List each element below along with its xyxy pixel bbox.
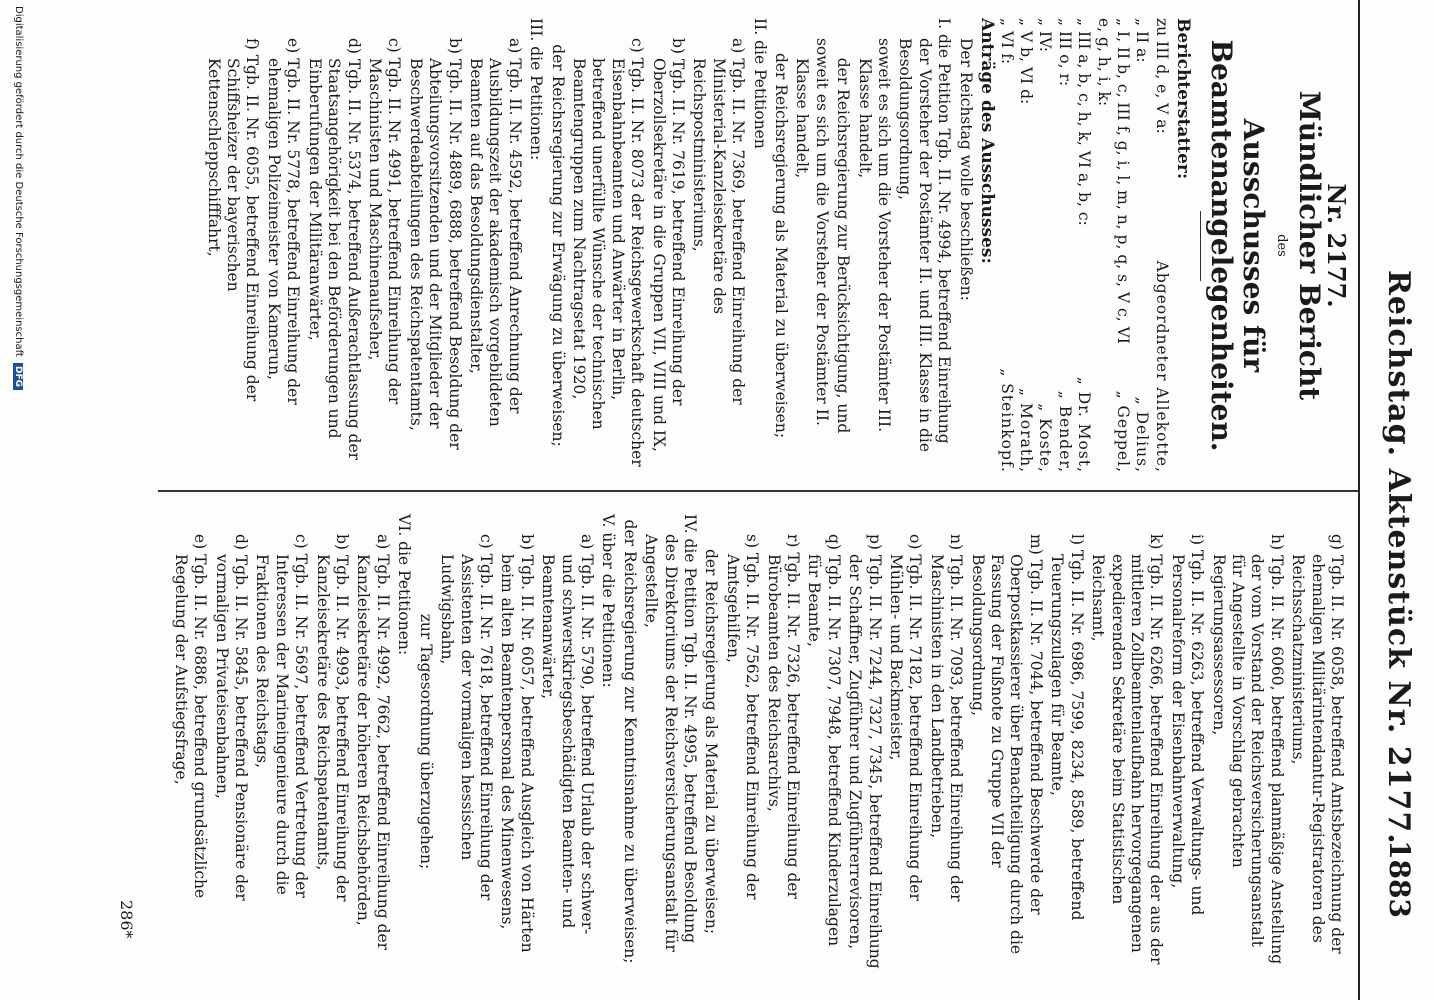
petition-item: k) Tgb. II. Nr. 6266, betreffend Einreihung der aus der mittleren Zollbeamtenlaufbahn hervorgegangenen expedierenden Sekretäre beim Statistischen Reichsamt, xyxy=(1089,534,1166,965)
petition-item: d) Tgb. II. Nr. 5845, betreffend Pensionäre der vormaligen Privateisenbahnen, xyxy=(212,534,251,901)
resolve-text: Der Reichstag wolle beschließen: xyxy=(956,38,975,301)
page-number: 1883 xyxy=(1383,840,1416,918)
reporter-scope: „ I, II b, c, III f, g, i, l, m, n, p, q, s, V c, VI e, g, h, i, k: xyxy=(1094,18,1132,344)
item-I-part: soweit es sich um die Vorsteher der Postämter II. Klasse handelt, xyxy=(793,38,831,426)
header-title: Reichstag. Aktenstück Nr. 2177. xyxy=(1381,270,1416,845)
reporter-scope: „ II a: xyxy=(1133,18,1152,63)
reporters-heading: Berichterstatter: xyxy=(1173,18,1194,180)
left-column xyxy=(201,18,1351,473)
petition-item: b) Tgb. II. Nr. 4889, 6888, betreffend Besoldung der Abteilungsvorsitzenden und der Mitglieder der Beschwerdeabteilungen des Reichspatentamts, xyxy=(406,38,464,450)
petition-item: b) Tgb. II. Nr. 4993, betreffend Einreihung der Kanzleisekretäre des Reichspatentamts, xyxy=(313,534,352,902)
reporter-row xyxy=(1016,18,1035,473)
reporter-name: „ Delius, xyxy=(1133,396,1152,473)
reporter-name: Abgeordneter Allekotte, xyxy=(1152,260,1171,473)
reporter-name: „ Dr. Most, xyxy=(1075,376,1094,473)
item-II: II. die Petitionen xyxy=(750,18,769,149)
document-number: Nr. 2177. xyxy=(1322,183,1351,308)
reporter-scope: „ III a, b, c, h, k, VI a, b, c: xyxy=(1075,18,1094,226)
petition-item: n) Tgb. II. Nr. 7093, betreffend Einreihung der Maschinisten in den Landbetrieben, xyxy=(927,534,966,902)
reporter-scope: „ III o, r: xyxy=(1055,18,1074,87)
petition-item: c) Tgb. II. Nr. 7618, betreffend Einreihung der Assistenten der vormaligen hessischen Ludwigsbahn, xyxy=(438,534,495,901)
reporters-list xyxy=(996,18,1171,473)
reporter-scope: „ V b, VI d: xyxy=(1016,18,1035,105)
item-VI: VI. die Petitionen: xyxy=(395,514,414,656)
item-I: I. die Petition Tgb. II. Nr. 4994, betreffend Einreihung der Vorsteher der Postämter II. und III. Klasse in die Besoldungsordnung, xyxy=(896,18,954,453)
digitization-text: Digitalisierung gefördert durch die Deutsche Forschungsgemeinschaft xyxy=(13,6,24,357)
reporter-row xyxy=(1074,18,1093,473)
petition-item: c) Tgb. II. Nr. 8073 der Reichsgewerkschaft deutscher Eisenbahnbeamten und Anwärter in Berlin, betreffend unerfüllte Wünsche der technischen Beamtengruppen zum Nachtragsetat 1920, xyxy=(570,38,647,467)
reporter-name: „ Steinkopf. xyxy=(997,368,1016,473)
petition-item: l) Tgb. II. Nr. 6986, 7599, 8234, 8589, betreffend Teuerungszulagen für Beamte, xyxy=(1048,534,1086,921)
digitization-note xyxy=(13,6,24,390)
item-V: V. über die Petitionen: xyxy=(599,514,618,688)
petition-item: e) Tgb. II. Nr. 6886, betreffend grundsätzliche Regelung der Aufstiegsfrage, xyxy=(171,534,210,899)
item-I-part: soweit es sich um die Vorsteher der Postämter III. Klasse handelt, xyxy=(855,38,894,433)
petition-item: e) Tgb. II. Nr. 5778, betreffend Einreihung der ehemaligen Polizeimeister von Kamerun, xyxy=(264,38,303,405)
item-I-disposal: der Reichsregierung als Material zu überweisen; xyxy=(772,52,791,439)
item-I-disposal: der Reichsregierung zur Berücksichtigung, und xyxy=(834,57,853,434)
petition-item: c) Tgb. II. Nr. 4991, betreffend Einreihung der Maschinisten und Maschinenaufseher, xyxy=(365,38,404,405)
column-divider xyxy=(158,490,1358,492)
item-IV-disposal: der Reichsregierung zur Kenntnisnahme zu überweisen; xyxy=(620,519,639,964)
running-header xyxy=(1339,0,1434,1000)
reporter-row xyxy=(996,18,1015,473)
petition-item: c) Tgb. II. Nr. 5697, betreffend Vertretung der Interessen der Marineingenieure durch die Fraktionen des Reichstags, xyxy=(253,534,311,898)
petition-item: b) Tgb. II. Nr. 7619, betreffend Einreihung der Oberzollsekretäre in die Gruppen VII, VIII und IX, xyxy=(649,38,688,452)
reporter-scope: „ IV: xyxy=(1036,18,1055,52)
petition-item: h) Tgb. II. Nr. 6060, betreffend planmäßige Anstellung der vom Vorstand der Reichsversicherungsanstalt für Angestellte in Vorschlag gebrachten Regierungsassessoren, xyxy=(1209,534,1286,965)
petition-item: s) Tgb. II. Nr. 7562, betreffend Einreihung der Amtsgehilfen, xyxy=(723,534,762,900)
item-III: III. die Petitionen: xyxy=(527,18,546,161)
dfg-logo-icon: DFG xyxy=(13,363,23,390)
reporter-scope: „ VI f: xyxy=(997,18,1016,65)
petition-item: i) Tgb. II. Nr. 6263, betreffend Verwaltungs- und Personalreform der Eisenbahnverwaltung, xyxy=(1168,534,1207,916)
reporter-row xyxy=(1151,18,1170,473)
item-II-disposal: der Reichsregierung zur Erwägung zu überweisen; xyxy=(548,44,567,447)
reporter-row xyxy=(1093,18,1132,473)
petition-item: a) Tgb. II. Nr. 4992, 7662, betreffend Einreihung der Kanzleisekretäre der höheren Reichsbehörden, xyxy=(354,534,392,951)
sheet-signature: 286* xyxy=(117,900,136,939)
reporter-row xyxy=(1054,18,1073,473)
right-column xyxy=(168,514,1346,969)
petition-item: a) Tgb. II. Nr. 5790, betreffend Urlaub der schwer- und schwerstkriegsbeschädigten Beamten- und Beamtenanwärter, xyxy=(539,534,596,935)
reporter-name: „ Morath, xyxy=(1016,388,1035,473)
title-rule xyxy=(1200,211,1201,281)
header-rule xyxy=(1358,0,1360,1000)
petition-item: r) Tgb. II. Nr. 7326, betreffend Einreihung der Bürobeamten des Reichsarchivs, xyxy=(764,534,803,899)
report-title: Mündlicher Bericht xyxy=(1292,90,1326,401)
petition-item: f) Tgb. II. Nr. 6055, betreffend Einreihung der Schiffsheizer der bayerischen Kettenschleppschifffahrt, xyxy=(204,38,262,402)
petition-item: m) Tgb. II. Nr. 7044, betreffend Beschwerde der Oberpostkassierer über Benachteiligung durch die Fassung der Fußnote zu Gruppe VII der Besoldungsordnung, xyxy=(968,534,1045,955)
item-III-disposal: der Reichsregierung als Material zu überweisen; xyxy=(702,548,721,935)
reporter-row xyxy=(1035,18,1054,473)
reporter-scope: zu III d, e, V a: xyxy=(1152,18,1171,134)
reporter-name: „ Koste, xyxy=(1036,403,1055,473)
petition-item: a) Tgb. II. Nr. 7369, betreffend Einreihung der Ministerial-Kanzleisekretäre des Reichspostministeriums, xyxy=(690,38,748,405)
reporter-name: „ Geppel, xyxy=(1113,390,1132,473)
committee-title: Ausschusses für Beamtenangelegenheiten. xyxy=(1205,39,1271,452)
petition-item: o) Tgb. II. Nr. 7182, betreffend Einreihung der Mühlen- und Backmeister, xyxy=(887,534,925,901)
reporter-row xyxy=(1132,18,1151,473)
item-V-disposal: zur Tagesordnung überzugehen; xyxy=(416,613,435,870)
motions-heading: Anträge des Ausschusses: xyxy=(977,18,998,264)
petition-item: q) Tgb. II. Nr. 7307, 7948, betreffend Kinderzulagen für Beamte, xyxy=(805,534,843,947)
petition-item: g) Tgb. II. Nr. 6058, betreffend Amtsbezeichnung der ehemaligen Militärintendantur-Registratoren des Reichsschatzministeriums, xyxy=(1289,534,1346,954)
title-des: des xyxy=(1273,234,1289,257)
reporter-name: „ Bender, xyxy=(1055,390,1074,473)
petition-item: a) Tgb. II. Nr. 4592, betreffend Anrechnung der Ausbildungszeit der akademisch vorgebildeten Beamten auf das Besoldungsdienstalter, xyxy=(466,38,524,427)
item-IV: IV. die Petition Tgb. II. Nr. 4995, betreffend Besoldung des Direktoriums der Reichsversicherungsanstalt für Angestellte, xyxy=(642,514,699,952)
petition-item: p) Tgb. II. Nr. 7244, 7327, 7345, betreffend Einreihung der Schaffner, Zugführer und Zugführerrevisoren, xyxy=(846,534,884,969)
petition-item: d) Tgb. II. Nr. 5374, betreffend Außerachtlassung der Staatsangehörigkeit bei den Beförderungen und Einberufungen der Militäranwärter, xyxy=(305,38,363,461)
petition-item: b) Tgb. II. Nr. 6057, betreffend Ausgleich von Härten beim alten Beamtenpersonal des Minenwesens, xyxy=(498,534,536,953)
